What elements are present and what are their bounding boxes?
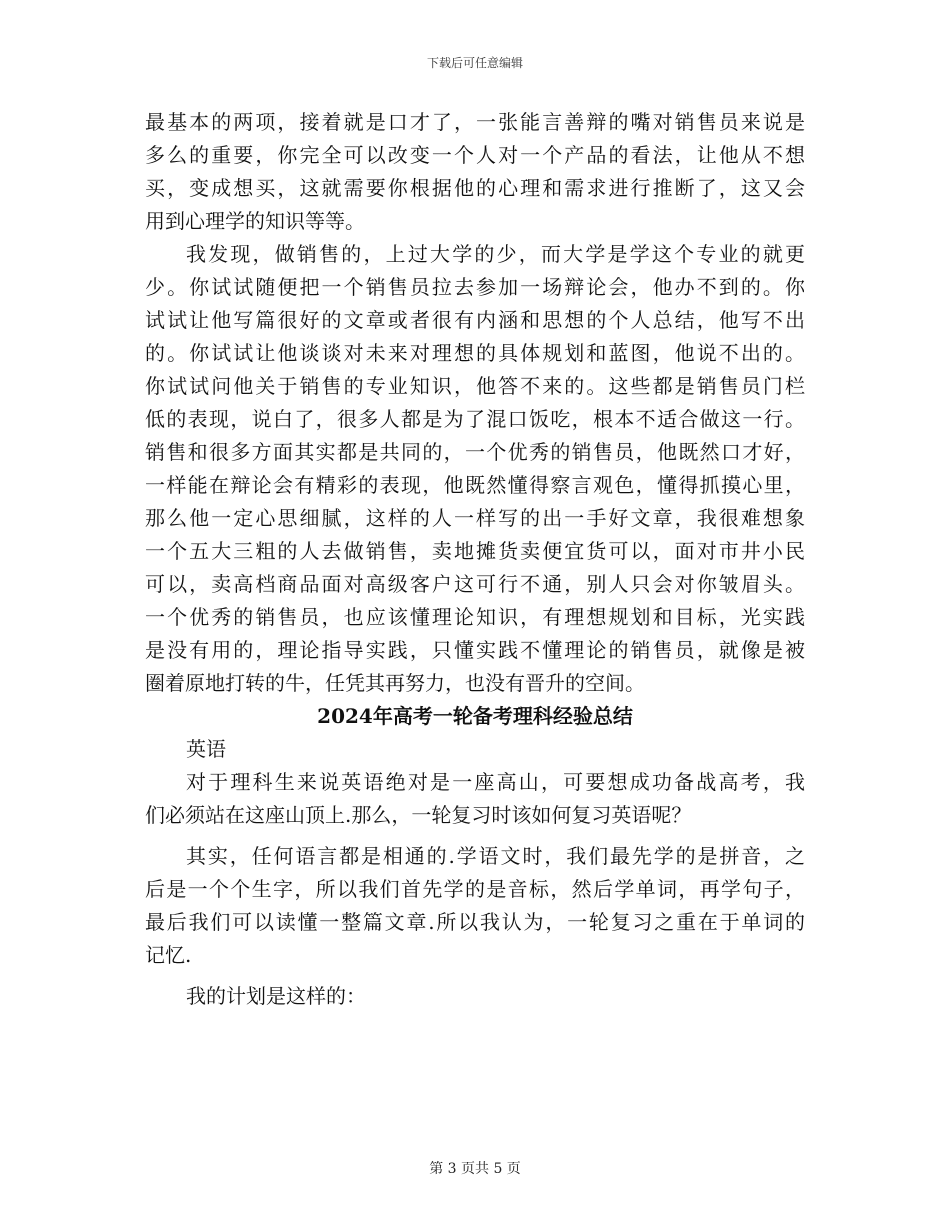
paragraph-4: [145, 840, 805, 972]
text-line: 一个五大三粗的人去做销售，卖地摊货卖便宜货可以，面对市井小民: [145, 539, 805, 563]
text-line: 圈着原地打转的牛，任凭其再努力，也没有晋升的空间。: [145, 671, 645, 695]
text-line: 你试试问他关于销售的专业知识，他答不来的。这些都是销售员门栏: [145, 374, 805, 398]
text-line: 买，变成想买，这就需要你根据他的心理和需求进行推断了，这又会: [145, 176, 805, 200]
page-footer: 第 3 页共 5 页: [429, 1161, 521, 1177]
paragraph-2: [145, 238, 805, 700]
paragraph-1: [145, 106, 805, 238]
text-line: 销售和很多方面其实都是共同的，一个优秀的销售员，他既然口才好，: [145, 440, 805, 464]
text-line: 是没有用的，理论指导实践，只懂实践不懂理论的销售员，就像是被: [145, 638, 805, 662]
document-body: [145, 106, 805, 1013]
section-title: 2024年高考一轮备考理科经验总结: [317, 704, 633, 728]
text-line: 其实，任何语言都是相通的.学语文时，我们最先学的是拼音，之: [186, 844, 805, 868]
text-line: 用到心理学的知识等等。: [145, 209, 365, 233]
text-line: 记忆.: [145, 943, 192, 967]
text-line: 的。你试试让他谈谈对未来对理想的具体规划和蓝图，他说不出的。: [145, 341, 805, 365]
paragraph-3: [145, 766, 805, 832]
paragraph-gap: [145, 972, 805, 980]
text-line: 可以，卖高档商品面对高级客户这可行不通，别人只会对你皱眉头。: [145, 572, 805, 596]
text-line: 我发现，做销售的，上过大学的少，而大学是学这个专业的就更: [186, 242, 805, 266]
text-line: 后是一个个生字，所以我们首先学的是音标，然后学单词，再学句子，: [145, 877, 805, 901]
text-line: 对于理科生来说英语绝对是一座高山，可要想成功备战高考，我: [186, 770, 805, 794]
text-line: 低的表现，说白了，很多人都是为了混口饭吃，根本不适合做这一行。: [145, 407, 805, 431]
text-line: 们必须站在这座山顶上.那么，一轮复习时该如何复习英语呢？: [145, 803, 692, 827]
page-header: 下载后可任意编辑: [426, 56, 523, 70]
text-line: 多么的重要，你完全可以改变一个人对一个产品的看法，让他从不想: [145, 143, 805, 167]
text-line: 最基本的两项，接着就是口才了，一张能言善辩的嘴对销售员来说是: [145, 110, 805, 134]
text-line: 少。你试试随便把一个销售员拉去参加一场辩论会，他办不到的。你: [145, 275, 805, 299]
text-line: 最后我们可以读懂一整篇文章.所以我认为，一轮复习之重在于单词的: [145, 910, 805, 934]
plan-line: 我的计划是这样的：: [186, 984, 366, 1008]
text-line: 试试让他写篇很好的文章或者很有内涵和思想的个人总结，他写不出: [145, 308, 805, 332]
text-line: 那么他一定心思细腻，这样的人一样写的出一手好文章，我很难想象: [145, 506, 805, 530]
subject-heading: 英语: [186, 737, 226, 761]
paragraph-gap: [145, 832, 805, 840]
text-line: 一样能在辩论会有精彩的表现，他既然懂得察言观色，懂得抓摸心里，: [145, 473, 805, 497]
text-line: 一个优秀的销售员，也应该懂理论知识，有理想规划和目标，光实践: [145, 605, 805, 629]
